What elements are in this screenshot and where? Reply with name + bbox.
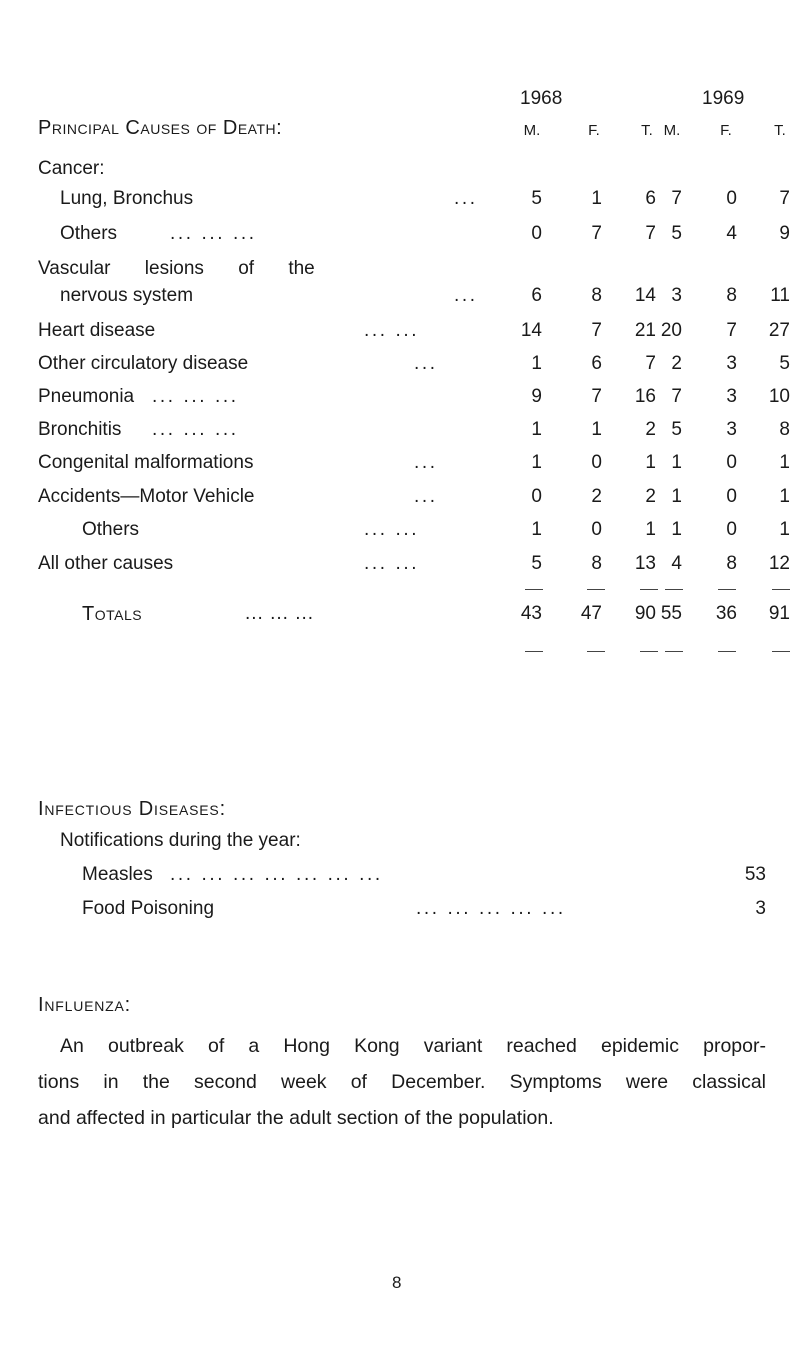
row-label: Other circulatory disease [38,353,249,374]
totals-value-1968-f: 47 [580,603,602,624]
influenza-line-3: and affected in particular the adult section of the population. [38,1107,554,1129]
cell-1969-t: 8 [779,419,790,440]
row-leader-dots: ... ... [364,553,420,574]
cell-1969-m: 7 [671,386,682,407]
row-leader-dots: ... ... [364,320,420,341]
cell-1969-f: 3 [726,386,737,407]
cell-1969-m: 1 [671,486,682,507]
cell-1969-f: 0 [726,452,737,473]
cell-1968-f: 7 [591,320,602,341]
cell-1969-m: 1 [671,452,682,473]
table-title: Principal Causes of Death: [38,117,283,139]
cell-1969-m: 1 [671,519,682,540]
table-row [0,519,800,549]
cell-1969-m: 5 [671,223,682,244]
cell-1968-t: 14 [634,285,656,306]
cell-1968-m: 1 [531,519,542,540]
table-row [0,320,800,350]
cell-1968-f: 7 [591,223,602,244]
influenza-heading: Influenza: [38,994,132,1016]
food-poisoning-label: Food Poisoning [82,898,215,919]
row-label: Pneumonia [38,386,135,407]
cell-1968-t: 2 [645,419,656,440]
row-leader-dots: ... ... ... [152,419,239,440]
rule-below-totals [640,651,658,652]
table-row [0,419,800,449]
cell-1969-t: 1 [779,486,790,507]
cell-1969-m: 7 [671,188,682,209]
totals-value-1969-m: 55 [660,603,682,624]
row-leader-dots: ... [454,188,478,209]
row-leader-dots: ... [454,285,478,306]
row-label: Lung, Bronchus [60,188,194,209]
cell-1969-f: 8 [726,285,737,306]
cell-1968-t: 7 [645,223,656,244]
cell-1968-m: 1 [531,353,542,374]
cell-1968-m: 9 [531,386,542,407]
row-leader-dots: ... ... [364,519,420,540]
totals-value-1969-f: 36 [715,603,737,624]
cell-1968-f: 1 [591,419,602,440]
row-label: Congenital malformations [38,452,254,473]
cell-1968-m: 5 [531,553,542,574]
cell-1969-f: 4 [726,223,737,244]
page-number: 8 [392,1273,402,1292]
cell-1968-f: 7 [591,386,602,407]
row-label: All other causes [38,553,174,574]
cell-1969-m: 2 [671,353,682,374]
rule-above-totals [665,589,683,590]
cell-1968-t: 21 [634,320,656,341]
cell-1969-t: 27 [768,320,790,341]
cell-1969-t: 7 [779,188,790,209]
rule-above-totals [718,589,736,590]
cell-1969-t: 10 [768,386,790,407]
cell-1968-f: 8 [591,285,602,306]
year-header-1968: 1968 [520,88,563,109]
measles-row [0,864,800,894]
col-header-1968-t: T. [641,122,653,139]
rule-below-totals [772,651,790,652]
rule-above-totals [525,589,543,590]
col-header-1969-f: F. [720,122,732,139]
cell-1969-f: 0 [726,188,737,209]
rule-above-totals [587,589,605,590]
table-row [0,188,800,218]
table-row [0,386,800,416]
cancer-heading: Cancer: [38,158,105,179]
totals-value-1969-t: 91 [768,603,790,624]
influenza-line-1: An outbreak of a Hong Kong variant reached epidemic propor- [60,1035,766,1057]
table-row [0,353,800,383]
col-header-1969-t: T. [774,122,786,139]
table-row [0,223,800,253]
col-header-1969-m: M. [663,122,681,139]
cell-1968-t: 7 [645,353,656,374]
row-label: Heart disease [38,320,156,341]
measles-label: Measles [82,864,153,885]
rule-above-totals [772,589,790,590]
influenza-paragraph [38,1028,766,1136]
food-poisoning-value: 3 [755,898,766,919]
table-row [0,486,800,516]
totals-dots: ... ... ... [245,603,315,624]
totals-value-1968-m: 43 [520,603,542,624]
cell-1969-m: 3 [671,285,682,306]
cell-1968-t: 13 [634,553,656,574]
cell-1969-f: 3 [726,419,737,440]
cell-1969-t: 5 [779,353,790,374]
cell-1968-m: 1 [531,419,542,440]
influenza-line-2: tions in the second week of December. Symptoms were classical [38,1071,766,1093]
notifications-subheading: Notifications during the year: [60,830,301,851]
col-header-1968-f: F. [588,122,600,139]
cell-1968-m: 0 [531,223,542,244]
cell-1969-f: 7 [726,320,737,341]
row-leader-dots: ... ... ... [170,223,257,244]
row-label: Vascular lesions of the [38,258,315,279]
year-header-1969: 1969 [702,88,745,109]
row-label: nervous system [60,285,194,306]
row-leader-dots: ... [414,452,438,473]
row-label: Others [82,519,140,540]
table-row [0,452,800,482]
rule-below-totals [665,651,683,652]
cell-1969-t: 1 [779,452,790,473]
row-label: Others [60,223,118,244]
cell-1968-t: 2 [645,486,656,507]
row-label: Bronchitis [38,419,122,440]
row-leader-dots: ... [414,353,438,374]
table-row [0,258,800,288]
row-leader-dots: ... [414,486,438,507]
cell-1969-t: 9 [779,223,790,244]
cell-1968-f: 1 [591,188,602,209]
cell-1969-f: 0 [726,519,737,540]
cell-1968-f: 0 [591,452,602,473]
infectious-heading: Infectious Diseases: [38,798,226,820]
cell-1969-f: 3 [726,353,737,374]
rule-below-totals [587,651,605,652]
totals-label: Totals [82,603,143,625]
cell-1969-t: 1 [779,519,790,540]
measles-dots: ... ... ... ... ... ... ... [170,864,383,885]
cell-1969-t: 11 [770,285,790,306]
table-row [0,285,800,315]
row-label: Accidents—Motor Vehicle [38,486,255,507]
cell-1968-m: 6 [531,285,542,306]
totals-value-1968-t: 90 [634,603,656,624]
cell-1968-f: 2 [591,486,602,507]
cell-1968-m: 0 [531,486,542,507]
cell-1969-m: 5 [671,419,682,440]
cell-1968-m: 1 [531,452,542,473]
cell-1969-f: 0 [726,486,737,507]
cell-1969-f: 8 [726,553,737,574]
cell-1968-m: 14 [520,320,542,341]
cell-1969-m: 20 [660,320,682,341]
rule-below-totals [718,651,736,652]
cell-1968-f: 6 [591,353,602,374]
cell-1969-t: 12 [768,553,790,574]
cell-1968-t: 6 [645,188,656,209]
table-row [0,553,800,583]
cell-1968-t: 1 [645,519,656,540]
cell-1969-m: 4 [671,553,682,574]
col-header-1968-m: M. [523,122,541,139]
food-poisoning-dots: ... ... ... ... ... [416,898,566,919]
rule-above-totals [640,589,658,590]
totals-row [0,603,800,633]
food-poisoning-row [0,898,800,928]
measles-value: 53 [744,864,766,885]
rule-below-totals [525,651,543,652]
cell-1968-f: 8 [591,553,602,574]
row-leader-dots: ... ... ... [152,386,239,407]
cell-1968-t: 16 [634,386,656,407]
cell-1968-t: 1 [645,452,656,473]
cell-1968-f: 0 [591,519,602,540]
cell-1968-m: 5 [531,188,542,209]
